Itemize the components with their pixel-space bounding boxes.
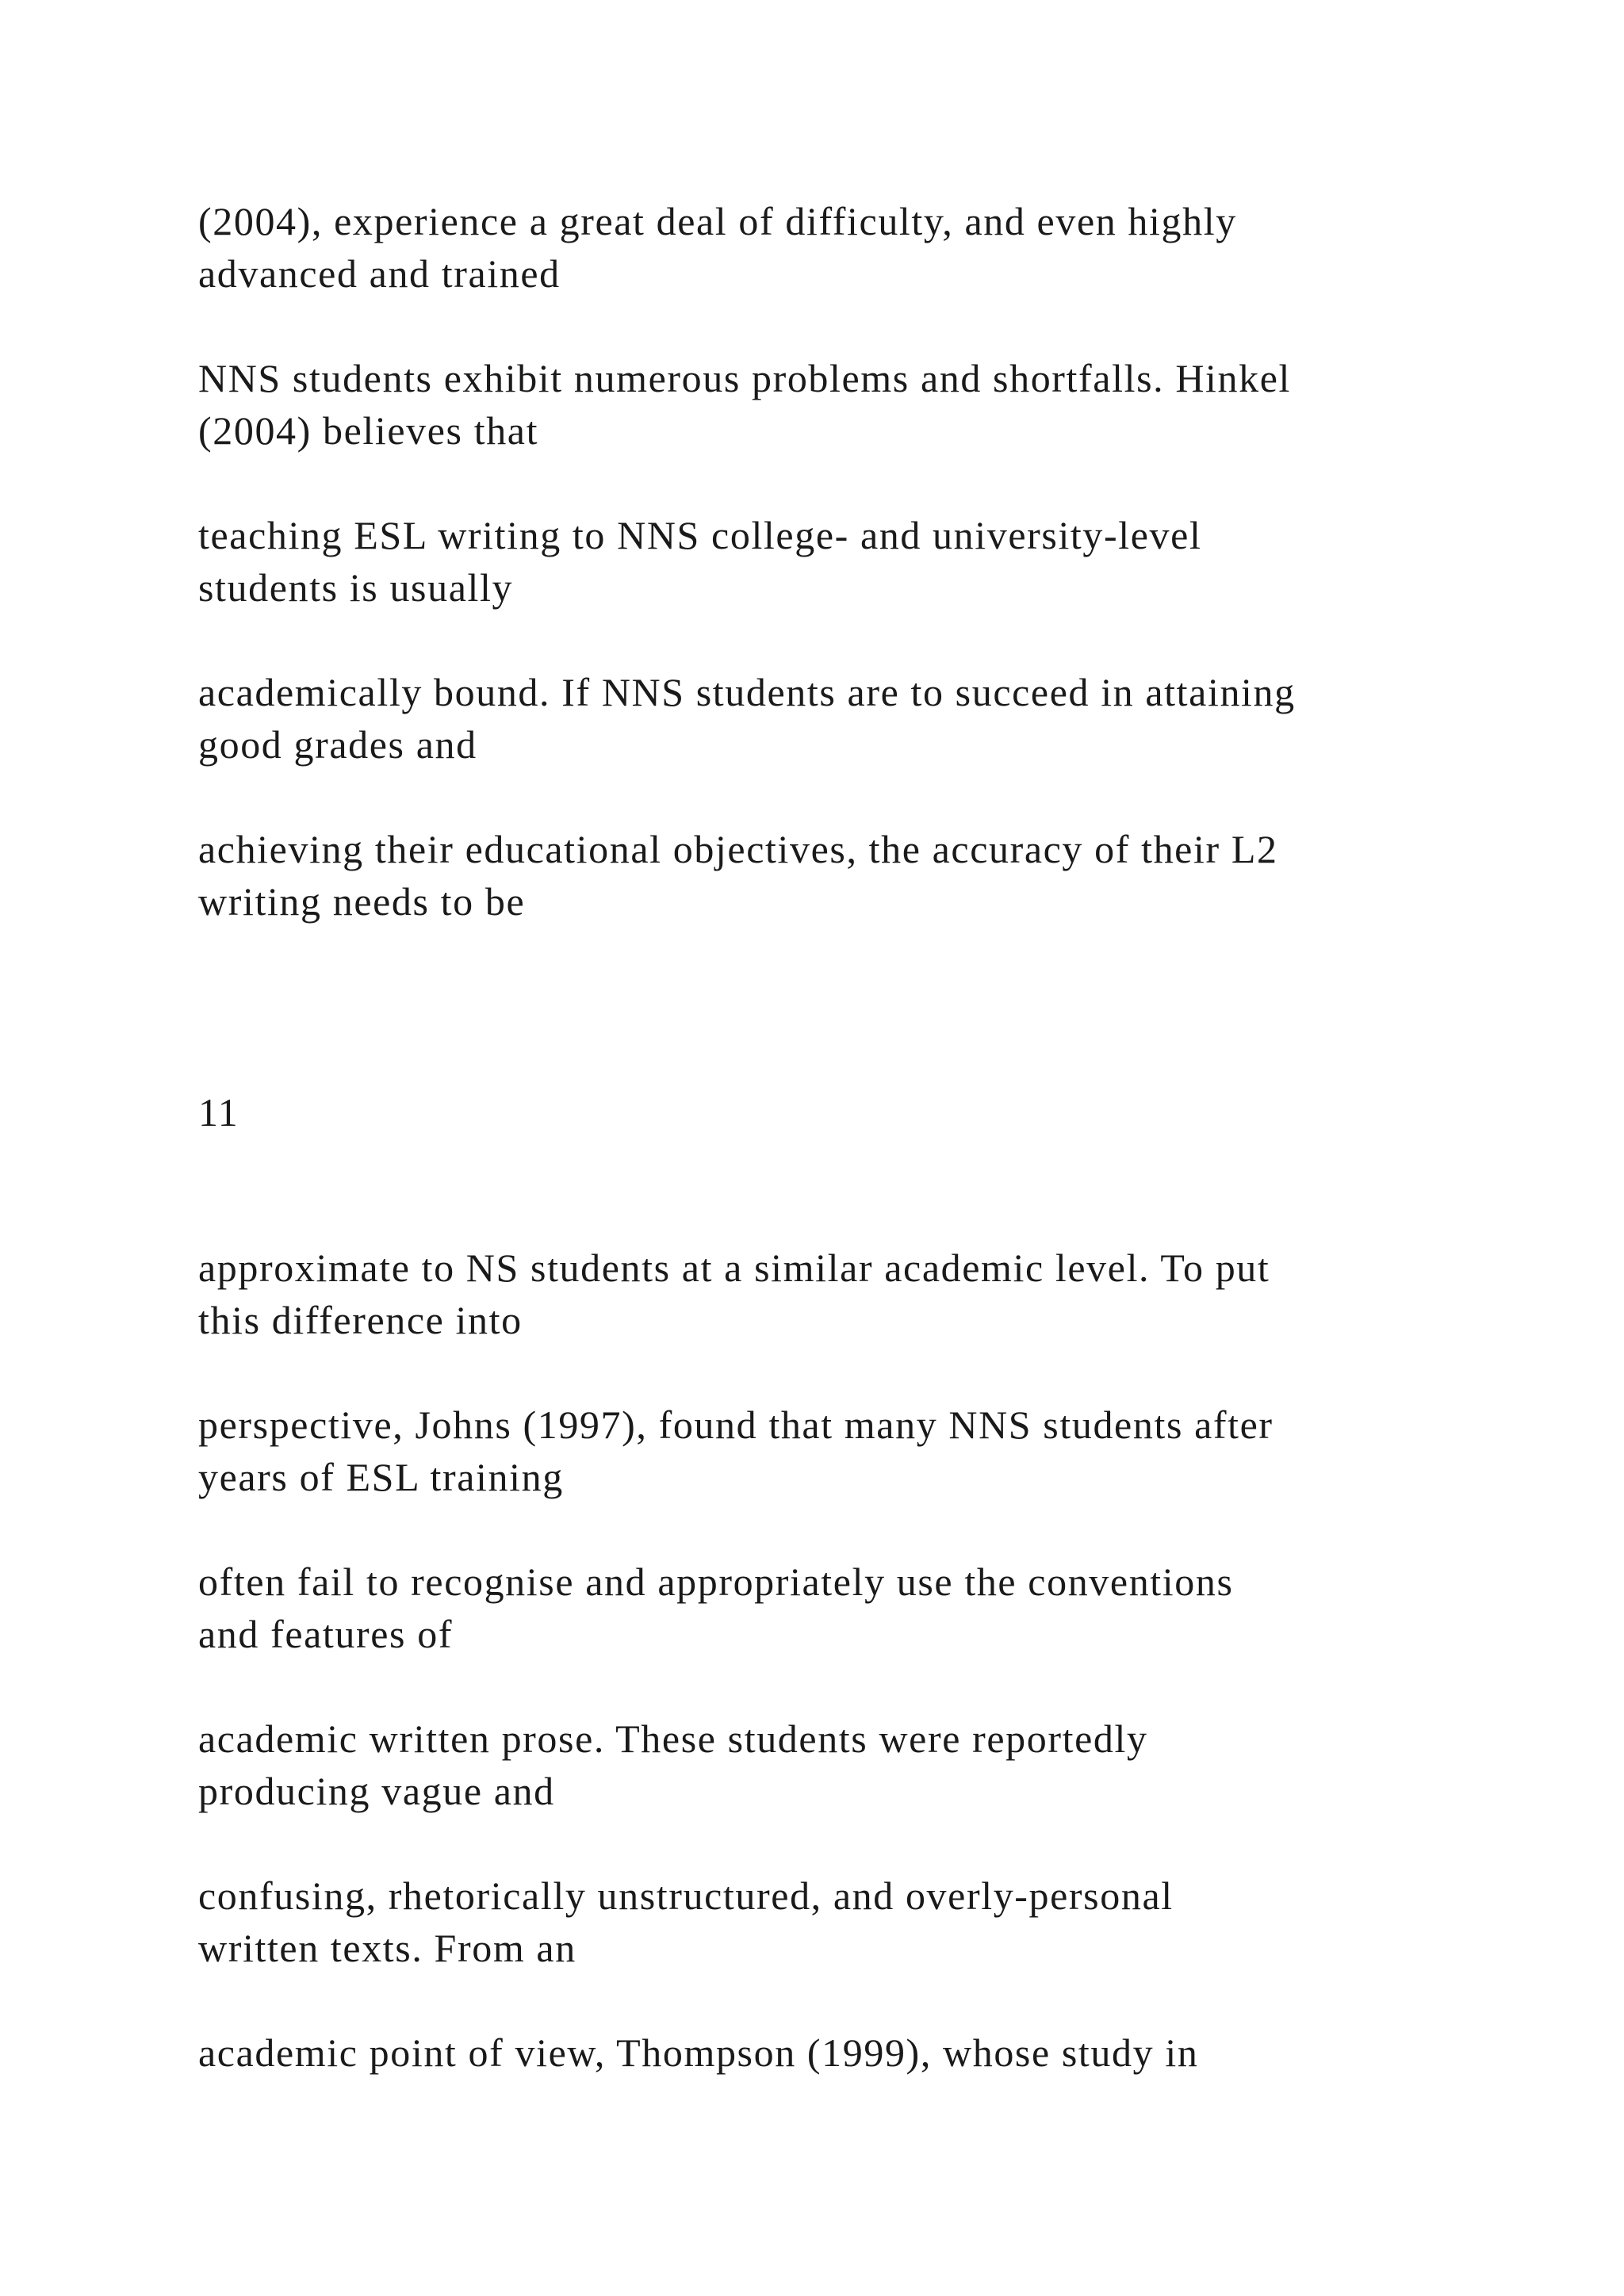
text-block xyxy=(198,2026,1467,2079)
text-line: students is usually xyxy=(198,565,514,610)
text-block xyxy=(198,195,1467,300)
text-line: writing needs to be xyxy=(198,879,526,924)
text-line: confusing, rhetorically unstructured, and overly-personal xyxy=(198,1873,1174,1918)
text-line: teaching ESL writing to NNS college- and university-level xyxy=(198,513,1202,557)
text-line: (2004), experience a great deal of difficulty, and even highly xyxy=(198,199,1237,243)
text-block xyxy=(198,1242,1467,1346)
text-line: producing vague and xyxy=(198,1769,555,1813)
text-line: academic point of view, Thompson (1999), whose study in xyxy=(198,2030,1199,2075)
text-block xyxy=(198,1869,1467,1974)
text-block xyxy=(198,1399,1467,1503)
text-line: and features of xyxy=(198,1612,454,1656)
text-line: often fail to recognise and appropriately use the conventions xyxy=(198,1559,1234,1604)
text-block xyxy=(198,1556,1467,1660)
text-line: achieving their educational objectives, the accuracy of their L2 xyxy=(198,827,1278,871)
text-line: years of ESL training xyxy=(198,1455,564,1499)
text-line: this difference into xyxy=(198,1298,523,1342)
text-block xyxy=(198,1712,1467,1817)
text-block xyxy=(198,352,1467,457)
text-line: good grades and xyxy=(198,722,477,767)
text-line: academically bound. If NNS students are to succeed in attaining xyxy=(198,670,1296,714)
text-line: written texts. From an xyxy=(198,1926,576,1970)
text-block xyxy=(198,509,1467,614)
page-number: 11 xyxy=(198,1090,239,1135)
text-line: (2004) believes that xyxy=(198,408,539,453)
text-line: NNS students exhibit numerous problems and shortfalls. Hinkel xyxy=(198,356,1292,400)
text-line: perspective, Johns (1997), found that many NNS students after xyxy=(198,1402,1274,1447)
text-block xyxy=(198,823,1467,928)
text-line: academic written prose. These students were reportedly xyxy=(198,1716,1148,1761)
text-line: approximate to NS students at a similar academic level. To put xyxy=(198,1246,1270,1290)
text-line: advanced and trained xyxy=(198,251,561,296)
text-block xyxy=(198,666,1467,771)
